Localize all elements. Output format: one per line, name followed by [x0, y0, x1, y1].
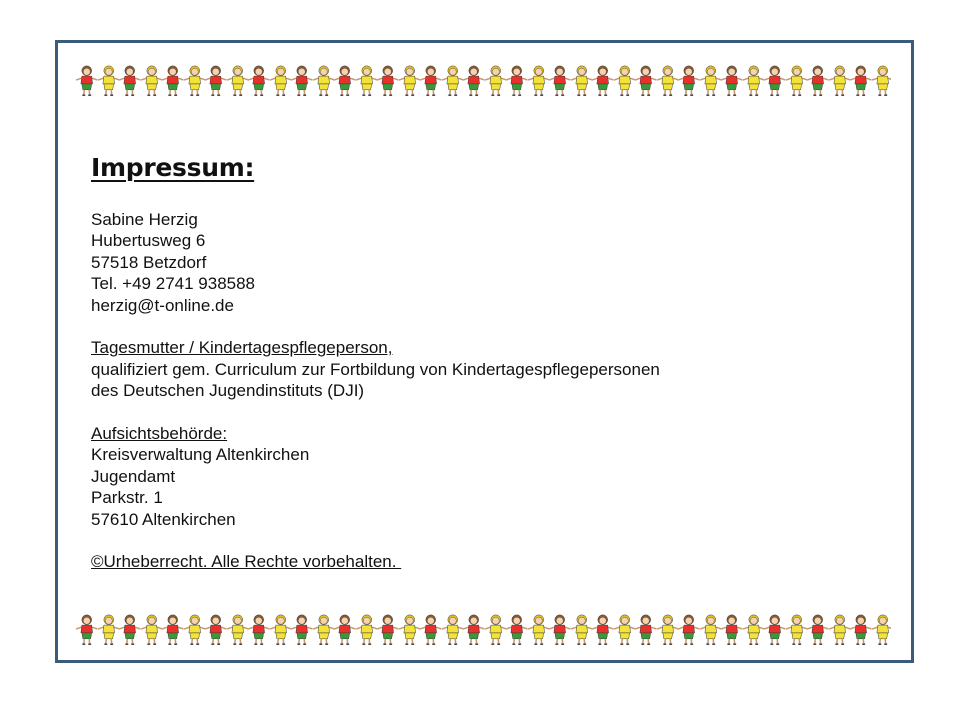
child-figure-icon — [313, 65, 335, 97]
child-figure-icon — [141, 65, 163, 97]
child-figure-icon — [119, 65, 141, 97]
child-figure-icon — [291, 614, 313, 646]
child-figure-icon — [442, 614, 464, 646]
contact-block — [91, 209, 871, 316]
child-figure-icon — [205, 614, 227, 646]
child-figure-icon — [850, 614, 872, 646]
child-figure-icon — [678, 614, 700, 646]
child-figure-icon — [829, 614, 851, 646]
child-figure-icon — [743, 614, 765, 646]
child-figure-icon — [98, 65, 120, 97]
bottom-children-border — [76, 614, 891, 646]
copyright-notice: ©Urheberrecht. Alle Rechte vorbehalten. — [91, 552, 402, 572]
top-children-border — [76, 65, 891, 97]
impressum-content — [91, 153, 871, 573]
child-figure-icon — [98, 614, 120, 646]
child-figure-icon — [506, 614, 528, 646]
child-figure-icon — [678, 65, 700, 97]
child-figure-icon — [442, 65, 464, 97]
qualification-block — [91, 337, 871, 401]
child-figure-icon — [700, 614, 722, 646]
child-figure-icon — [270, 65, 292, 97]
child-figure-icon — [807, 65, 829, 97]
child-figure-icon — [162, 65, 184, 97]
authority-line-4: 57610 Altenkirchen — [91, 509, 236, 529]
child-figure-icon — [334, 614, 356, 646]
child-figure-icon — [334, 65, 356, 97]
authority-line-2: Jugendamt — [91, 466, 176, 486]
child-figure-icon — [399, 65, 421, 97]
child-figure-icon — [764, 614, 786, 646]
child-figure-icon — [592, 614, 614, 646]
child-figure-icon — [764, 65, 786, 97]
contact-email: herzig@t-online.de — [91, 295, 234, 315]
child-figure-icon — [786, 65, 808, 97]
child-figure-icon — [635, 65, 657, 97]
child-figure-icon — [721, 614, 743, 646]
child-figure-icon — [850, 65, 872, 97]
page-frame — [55, 40, 914, 663]
qualification-line-2: des Deutschen Jugendinstituts (DJI) — [91, 381, 365, 401]
child-figure-icon — [141, 614, 163, 646]
child-figure-icon — [614, 614, 636, 646]
child-figure-icon — [248, 65, 270, 97]
authority-block — [91, 423, 871, 530]
child-figure-icon — [872, 65, 892, 97]
child-figure-icon — [227, 614, 249, 646]
qualification-line-1: qualifiziert gem. Curriculum zur Fortbildung von Kindertagespflegepersonen — [91, 359, 660, 379]
authority-line-3: Parkstr. 1 — [91, 488, 163, 508]
child-figure-icon — [76, 65, 98, 97]
child-figure-icon — [657, 65, 679, 97]
qualification-heading: Tagesmutter / Kindertagespflegeperson, — [91, 338, 393, 358]
contact-phone: Tel. +49 2741 938588 — [91, 274, 256, 294]
child-figure-icon — [248, 614, 270, 646]
child-figure-icon — [571, 614, 593, 646]
child-figure-icon — [614, 65, 636, 97]
child-figure-icon — [549, 65, 571, 97]
child-figure-icon — [463, 65, 485, 97]
child-figure-icon — [76, 614, 98, 646]
child-figure-icon — [356, 614, 378, 646]
child-figure-icon — [786, 614, 808, 646]
child-figure-icon — [270, 614, 292, 646]
child-figure-icon — [549, 614, 571, 646]
contact-city: 57518 Betzdorf — [91, 252, 207, 272]
child-figure-icon — [420, 65, 442, 97]
child-figure-icon — [829, 65, 851, 97]
child-figure-icon — [227, 65, 249, 97]
child-figure-icon — [807, 614, 829, 646]
child-figure-icon — [571, 65, 593, 97]
child-figure-icon — [205, 65, 227, 97]
child-figure-icon — [399, 614, 421, 646]
child-figure-icon — [184, 614, 206, 646]
child-figure-icon — [485, 614, 507, 646]
child-figure-icon — [184, 65, 206, 97]
child-figure-icon — [700, 65, 722, 97]
child-figure-icon — [721, 65, 743, 97]
child-figure-icon — [420, 614, 442, 646]
child-figure-icon — [291, 65, 313, 97]
child-figure-icon — [528, 65, 550, 97]
child-figure-icon — [657, 614, 679, 646]
child-figure-icon — [528, 614, 550, 646]
child-figure-icon — [463, 614, 485, 646]
child-figure-icon — [119, 614, 141, 646]
child-figure-icon — [313, 614, 335, 646]
child-figure-icon — [872, 614, 892, 646]
contact-street: Hubertusweg 6 — [91, 231, 206, 251]
child-figure-icon — [506, 65, 528, 97]
child-figure-icon — [356, 65, 378, 97]
page-title: Impressum: — [91, 153, 255, 182]
child-figure-icon — [592, 65, 614, 97]
child-figure-icon — [162, 614, 184, 646]
child-figure-icon — [377, 65, 399, 97]
child-figure-icon — [485, 65, 507, 97]
authority-heading: Aufsichtsbehörde: — [91, 424, 228, 444]
child-figure-icon — [743, 65, 765, 97]
contact-name: Sabine Herzig — [91, 210, 198, 229]
child-figure-icon — [635, 614, 657, 646]
authority-line-1: Kreisverwaltung Altenkirchen — [91, 445, 310, 465]
child-figure-icon — [377, 614, 399, 646]
